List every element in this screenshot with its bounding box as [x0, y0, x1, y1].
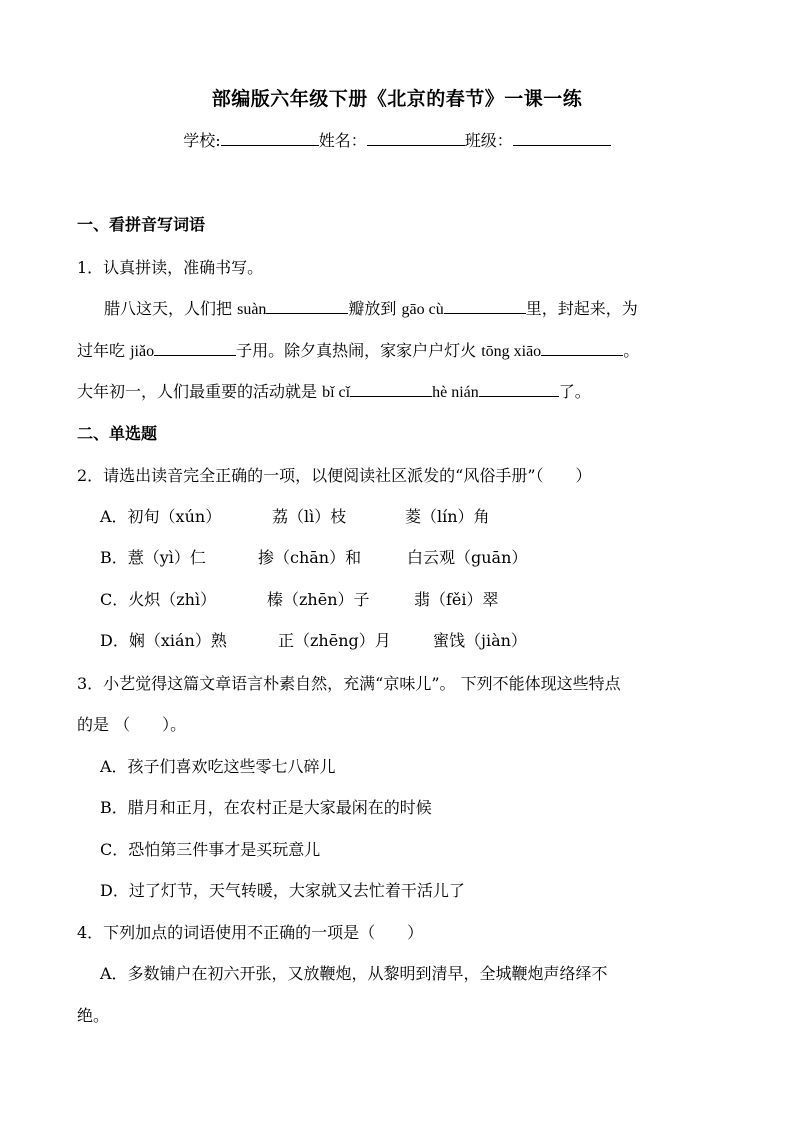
student-info-line — [0, 128, 794, 151]
pinyin-suan: suàn — [237, 301, 267, 318]
page-title: 部编版六年级下册《北京的春节》一课一练 — [211, 88, 583, 110]
answer-blank[interactable] — [350, 382, 432, 397]
q3-option-c[interactable]: C．恐怕第三件事才是买玩意儿 — [100, 840, 321, 859]
pinyin-bici: bǐ cǐ — [322, 384, 351, 401]
q3-option-b[interactable]: B．腊月和正月，在农村正是大家最闲在的时候 — [100, 798, 432, 817]
pinyin-tongxiao: tōng xiāo — [481, 343, 542, 360]
q2-option-c-3: 翡（fěi）翠 — [414, 590, 499, 609]
question-3-stem-line-2: 的是 （ ）。 — [77, 715, 187, 734]
q3-option-a[interactable]: A．孩子们喜欢吃这些零七八碎儿 — [100, 757, 336, 776]
school-label: 学校: — [183, 131, 221, 150]
q2-option-d-1[interactable]: D．娴（xián）熟 — [100, 631, 227, 650]
pinyin-henian: hè nián — [432, 384, 479, 401]
text-segment: 大年初一，人们最重要的活动就是 — [77, 382, 323, 401]
q2-option-c-2: 榛（zhēn）子 — [267, 590, 370, 609]
section-heading-pinyin: 一、看拼音写词语 — [77, 215, 206, 234]
answer-blank[interactable] — [541, 341, 623, 356]
q3-option-d[interactable]: D．过了灯节，天气转暖，大家就又去忙着干活儿了 — [100, 881, 465, 900]
class-label: 班级： — [464, 131, 513, 150]
text-segment: 里，封起来，为 — [525, 299, 638, 318]
answer-blank[interactable] — [154, 341, 236, 356]
school-blank[interactable] — [221, 131, 319, 146]
question-1-line-3 — [77, 379, 717, 402]
q4-option-a-line-2: 绝。 — [77, 1006, 110, 1025]
question-1-stem: 1．认真拼读，准确书写。 — [77, 258, 264, 277]
class-blank[interactable] — [513, 131, 611, 146]
q2-option-d-2: 正（zhēng）月 — [278, 631, 391, 650]
q2-option-b-3: 白云观（guān） — [407, 548, 528, 567]
q2-option-b-2: 掺（chān）和 — [258, 548, 362, 567]
text-segment: 瓣放到 — [348, 299, 402, 318]
text-segment: 过年吃 — [77, 341, 131, 360]
question-2-stem: 2．请选出读音完全正确的一项，以便阅读社区派发的“风俗手册”（ ） — [77, 466, 592, 485]
question-1-line-1 — [104, 296, 744, 319]
name-blank[interactable] — [367, 131, 465, 146]
name-label: 姓名： — [318, 131, 367, 150]
q2-option-d-3: 蜜饯（jiàn） — [433, 631, 527, 650]
q4-option-a-line-1[interactable]: A．多数铺户在初六开张，又放鞭炮，从黎明到清早，全城鞭炮声络绎不 — [100, 964, 608, 983]
text-segment: 了。 — [558, 382, 591, 401]
question-4-stem: 4．下列加点的词语使用不正确的一项是（ ） — [77, 923, 424, 942]
q2-option-a-3: 菱（lín）角 — [405, 507, 490, 526]
q2-option-a-2: 荔（lì）枝 — [272, 507, 347, 526]
q2-option-b-1[interactable]: B．薏（yì）仁 — [100, 548, 206, 567]
answer-blank[interactable] — [479, 382, 559, 397]
pinyin-jiao: jiǎo — [130, 343, 155, 360]
text-segment: 腊八这天，人们把 — [104, 299, 238, 318]
q2-option-c-1[interactable]: C．火炽（zhì） — [100, 590, 217, 609]
text-segment: 子用。除夕真热闹，家家户户灯火 — [236, 341, 482, 360]
section-heading-single-choice: 二、单选题 — [77, 424, 158, 443]
answer-blank[interactable] — [266, 299, 348, 314]
answer-blank[interactable] — [444, 299, 526, 314]
q2-option-a-1[interactable]: A．初旬（xún） — [100, 507, 222, 526]
text-segment: 。 — [623, 341, 640, 360]
question-3-stem-line-1: 3．小艺觉得这篇文章语言朴素自然，充满“京味儿”。 下列不能体现这些特点 — [77, 674, 621, 693]
question-1-line-2 — [77, 338, 717, 361]
pinyin-gaocu: gāo cù — [401, 301, 444, 318]
